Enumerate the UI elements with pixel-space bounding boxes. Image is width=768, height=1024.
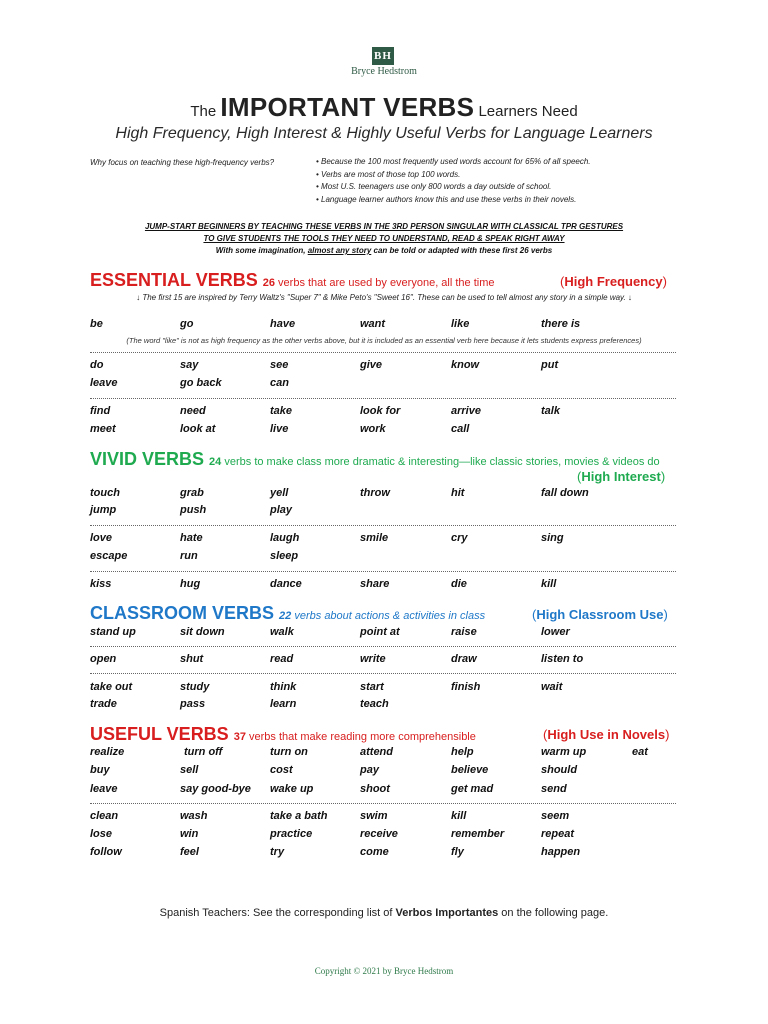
jump-line-3 [0, 245, 768, 257]
verb-word: remember [451, 828, 505, 840]
verb-word: kill [541, 578, 557, 590]
divider [90, 673, 676, 674]
verb-word: try [270, 846, 285, 858]
verb-word: leave [90, 783, 118, 795]
verb-word: happen [541, 846, 581, 858]
logo-monogram: BH [372, 47, 394, 65]
verb-word: seem [541, 810, 570, 822]
essential-paren-note: (The word "like" is not as high frequency as the other verbs above, but it is included as an essential verb here because it lets students express preferences) [126, 336, 642, 345]
verb-word: throw [360, 487, 390, 499]
verb-word: study [180, 681, 210, 693]
verb-word: do [90, 359, 104, 371]
vivid-desc: verbs to make class more dramatic & interesting—like classic stories, movies & videos do [224, 456, 660, 468]
footer-bold: Verbos Importantes [395, 907, 499, 919]
verb-word: read [270, 653, 294, 665]
verb-word: clean [90, 810, 119, 822]
footer-post: on the following page. [498, 907, 609, 919]
verb-word: take [270, 405, 293, 417]
verb-word: fly [451, 846, 464, 858]
verb-word: leave [90, 377, 118, 389]
essential-tag-label: High Frequency [564, 274, 663, 289]
page-title [0, 92, 768, 123]
divider [90, 571, 676, 572]
verb-word: take out [90, 681, 133, 693]
verb-word: trade [90, 698, 117, 710]
verb-word: receive [360, 828, 398, 840]
verb-word: pass [180, 698, 206, 710]
verb-word: swim [360, 810, 388, 822]
verb-word: start [360, 681, 384, 693]
classroom-count: 22 [279, 610, 292, 622]
verb-word: come [360, 846, 389, 858]
verb-word: should [541, 764, 578, 776]
copyright: Copyright © 2021 by Bryce Hedstrom [314, 966, 454, 976]
verb-word: stand up [90, 626, 136, 638]
title-post: Learners Need [478, 103, 578, 120]
verb-word: work [360, 423, 386, 435]
classroom-desc: verbs about actions & activities in class [294, 610, 486, 622]
verb-word: die [451, 578, 467, 590]
verb-word: laugh [270, 532, 300, 544]
verb-word: attend [360, 746, 393, 758]
title-pre: The [190, 103, 217, 120]
verb-word: call [451, 423, 470, 435]
vivid-title [90, 449, 660, 470]
useful-title [90, 724, 476, 745]
essential-tag: (High Frequency) [560, 274, 667, 289]
essential-title [90, 270, 495, 291]
title-main: IMPORTANT VERBS [220, 92, 475, 122]
verb-word: love [90, 532, 113, 544]
page-subtitle: High Frequency, High Interest & Highly Useful Verbs for Language Learners [115, 125, 653, 142]
verb-word: touch [90, 487, 120, 499]
verb-word: eat [632, 746, 648, 758]
footer-pre: Spanish Teachers: See the corresponding list of [159, 907, 396, 919]
verb-word: buy [90, 764, 110, 776]
footer-note [0, 907, 768, 919]
vivid-tag-label: High Interest [581, 469, 661, 484]
useful-tag: (High Use in Novels) [543, 727, 670, 742]
why-question: Why focus on teaching these high-frequency verbs? [90, 158, 275, 167]
divider [90, 525, 676, 526]
verb-word: kill [451, 810, 467, 822]
verb-word: have [270, 318, 296, 330]
verb-word: listen to [541, 653, 584, 665]
verb-word: go [180, 318, 194, 330]
jump-line-3-pre: With some imagination, [215, 246, 308, 255]
verb-word: write [360, 653, 386, 665]
verb-word: think [270, 681, 297, 693]
useful-tag-label: High Use in Novels [547, 727, 666, 742]
verb-word: sell [180, 764, 199, 776]
vivid-tag: (High Interest) [577, 469, 666, 484]
reason-item: • Because the 100 most frequently used words account for 65% of all speech. [316, 157, 591, 166]
verb-word: find [90, 405, 111, 417]
reason-list [316, 157, 591, 207]
verb-word: sit down [180, 626, 225, 638]
verb-word: be [90, 318, 103, 330]
verb-word: open [90, 653, 117, 665]
verb-word: feel [180, 846, 199, 858]
verb-word: finish [451, 681, 481, 693]
divider [90, 646, 676, 647]
verb-word: win [180, 828, 199, 840]
useful-name: USEFUL VERBS [90, 724, 229, 744]
verb-word: look for [360, 405, 401, 417]
verb-word: say good-bye [180, 783, 251, 795]
verb-word: sing [541, 532, 564, 544]
verb-word: live [270, 423, 289, 435]
jump-line-3-underlined: almost any story [307, 246, 372, 255]
verb-word: get mad [451, 783, 494, 795]
classroom-title [90, 603, 485, 624]
verb-word: turn off [184, 746, 223, 758]
verb-word: grab [180, 487, 204, 499]
verb-word: fall down [541, 487, 589, 499]
verb-word: cost [270, 764, 293, 776]
reason-item: • Most U.S. teenagers use only 800 words a day outside of school. [316, 182, 552, 191]
useful-desc: verbs that make reading more comprehensible [249, 731, 476, 743]
verb-word: follow [90, 846, 122, 858]
verb-word: kiss [90, 578, 112, 590]
verb-word: go back [180, 377, 222, 389]
verb-word: talk [541, 405, 560, 417]
vivid-count: 24 [209, 456, 222, 468]
classroom-name: CLASSROOM VERBS [90, 603, 275, 623]
verb-word: like [451, 318, 470, 330]
verb-word: give [360, 359, 383, 371]
verb-word: raise [451, 626, 477, 638]
essential-count: 26 [262, 277, 275, 289]
divider [90, 803, 676, 804]
jump-line-1: JUMP-START BEGINNERS BY TEACHING THESE VERBS IN THE 3RD PERSON SINGULAR WITH CLASSICAL TPR GESTURES [144, 222, 624, 231]
verb-word: wait [541, 681, 563, 693]
classroom-tag-label: High Classroom Use [536, 607, 664, 622]
verb-word: there is [541, 318, 581, 330]
useful-count: 37 [233, 731, 246, 743]
jump-line-2: TO GIVE STUDENTS THE TOOLS THEY NEED TO UNDERSTAND, READ & SPEAK RIGHT AWAY [203, 234, 565, 243]
verb-word: play [270, 504, 293, 516]
verb-word: sleep [270, 550, 299, 562]
verb-word: wake up [270, 783, 314, 795]
verb-word: arrive [451, 405, 481, 417]
verb-word: warm up [541, 746, 587, 758]
divider [90, 352, 676, 353]
verb-word: lower [541, 626, 570, 638]
verb-word: pay [360, 764, 379, 776]
verb-word: turn on [270, 746, 308, 758]
verb-word: learn [270, 698, 297, 710]
verb-word: hug [180, 578, 201, 590]
verb-word: walk [270, 626, 294, 638]
reason-item: • Verbs are most of those top 100 words. [316, 169, 461, 179]
verb-word: draw [451, 653, 477, 665]
verb-word: escape [90, 550, 128, 562]
verb-word: shoot [360, 783, 390, 795]
jump-start-note [0, 221, 768, 257]
verb-word: hate [180, 532, 203, 544]
verb-word: share [360, 578, 390, 590]
verb-word: see [270, 359, 289, 371]
verb-word: meet [90, 423, 116, 435]
divider [90, 398, 676, 399]
verb-word: help [451, 746, 474, 758]
verb-word: push [180, 504, 207, 516]
verb-word: teach [360, 698, 389, 710]
essential-desc: verbs that are used by everyone, all the time [278, 277, 495, 289]
verb-word: lose [90, 828, 113, 840]
verb-word: point at [360, 626, 400, 638]
verb-word: look at [180, 423, 216, 435]
essential-name: ESSENTIAL VERBS [90, 270, 258, 290]
verb-word: smile [360, 532, 389, 544]
verb-word: can [270, 377, 289, 389]
verb-word: cry [451, 532, 468, 544]
vivid-name: VIVID VERBS [90, 449, 205, 469]
verb-word: put [541, 359, 559, 371]
verb-word: dance [270, 578, 302, 590]
verb-word: say [180, 359, 199, 371]
verb-word: know [451, 359, 480, 371]
verb-word: jump [90, 504, 117, 516]
verb-word: repeat [541, 828, 575, 840]
verb-word: realize [90, 746, 125, 758]
reason-item: • Language learner authors know this and use these verbs in their novels. [316, 194, 577, 204]
verb-word: need [180, 405, 206, 417]
verb-word: run [180, 550, 198, 562]
verb-word: take a bath [270, 810, 328, 822]
classroom-tag: (High Classroom Use) [532, 607, 668, 622]
verb-word: send [541, 783, 567, 795]
verb-word: practice [270, 828, 313, 840]
essential-note: ↓ The first 15 are inspired by Terry Waltz's "Super 7" & Mike Peto's "Sweet 16". These can be used to tell almost any story in a simple way. ↓ [136, 293, 632, 302]
verb-word: want [360, 318, 386, 330]
verb-word: shut [180, 653, 204, 665]
verb-word: wash [180, 810, 208, 822]
verb-word: hit [451, 487, 465, 499]
logo-name: Bryce Hedstrom [351, 66, 417, 77]
verb-word: believe [451, 764, 489, 776]
jump-line-3-post: can be told or adapted with these first 26 verbs [371, 246, 553, 255]
verb-word: yell [270, 487, 289, 499]
